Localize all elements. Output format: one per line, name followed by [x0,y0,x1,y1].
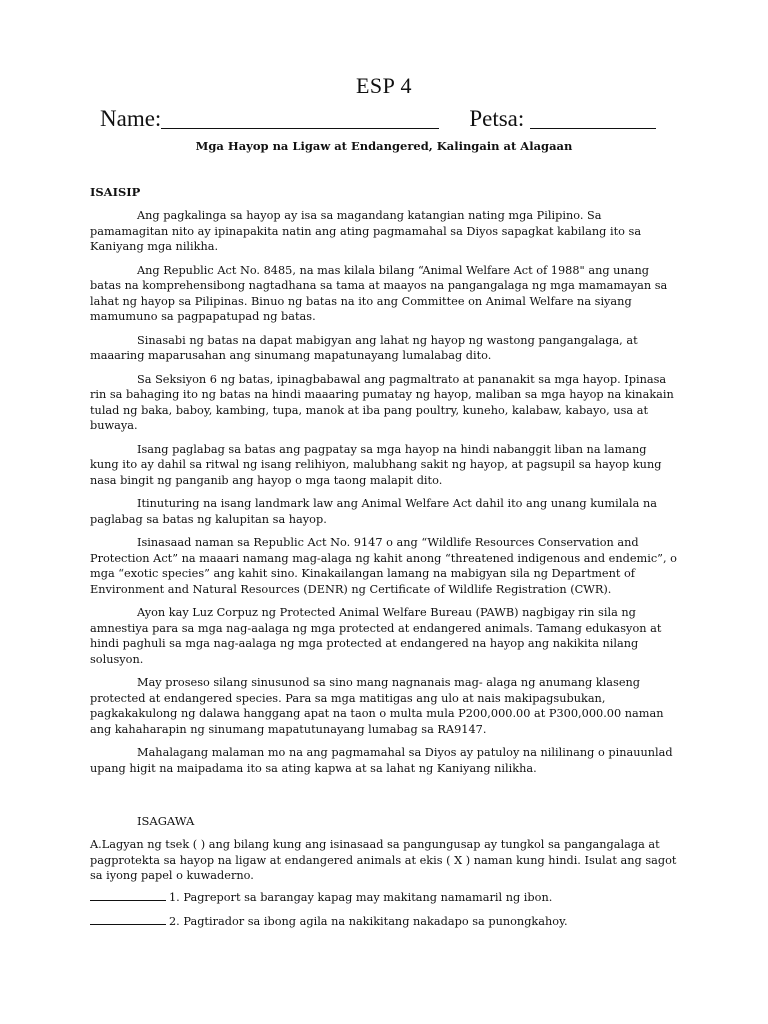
isaisip-paragraph: Isang paglabag sa batas ang pagpatay sa mga hayop na hindi nabanggit liban na lamang kung ito ay dahil sa ritwal ng isang relihiyon, malubhang sakit ng hayop, at pagsupil sa hayop kung nasa bingit ng panganib ang hayop o mga taong malapit dito. [90,442,662,487]
page-title: ESP 4 [355,73,413,98]
exercise-item-text: 1. Pagreport sa barangay kapag may makitang namamaril ng ibon. [169,891,553,904]
date-blank-line [530,106,656,129]
name-date-row [100,106,680,132]
isaisip-paragraph: Ang pagkalinga sa hayop ay isa sa magandang katangian nating mga Pilipino. Sa pamamagitan nito ay ipinapakita natin ang ating pagmamahal sa Diyos sapagkat kabilang ito sa Kaniyang mga nilikha. [90,209,642,253]
name-label: Name: [100,106,162,131]
isagawa-heading: ISAGAWA [137,814,195,828]
isagawa-instruction: A.Lagyan ng tsek ( ) ang bilang kung ang isinasaad sa pangungusap ay tungkol sa pangangalaga at pagprotekta sa hayop na ligaw at endangered animals at ekis ( X ) naman kung hindi. Isulat ang sagot sa iyong papel o kuwaderno. [90,838,677,882]
isagawa-instruction-block [90,837,678,884]
date-label: Petsa: [469,106,525,131]
isaisip-paragraph: Sa Seksiyon 6 ng batas, ipinagbabawal ang pagmaltrato at pananakit sa mga hayop. Ipinasa rin sa bahaging ito ng batas na hindi maaaring pumatay ng hayop, maliban sa mga hayop na kinakain tulad ng baka, baboy, kambing, tupa, manok at iba pang poultry, kuneho, kalabaw, kabayo, usa at buwaya. [90,372,674,432]
exercise-item [90,914,568,928]
worksheet-subtitle: Mga Hayop na Ligaw at Endangered, Kalingain at Alagaan [195,139,573,153]
isaisip-paragraph: Isinasaad naman sa Republic Act No. 9147 o ang “Wildlife Resources Conservation and Protection Act” na maaari namang mag-alaga ng kahit anong “threatened indigenous and endemic”, o mga “exotic species” ang kahit sino. Kinakailangan lamang na mabigyan sila ng Department of Environment and Natural Resources (DENR) ng Certificate of Wildlife Registration (CWR). [90,536,677,596]
isaisip-heading: ISAISIP [90,185,141,199]
isaisip-body [90,208,678,784]
answer-blank-line [90,890,166,901]
isaisip-paragraph: Ang Republic Act No. 8485, na mas kilala bilang “Animal Welfare Act of 1988" ang unang batas na komprehensibong nagtadhana sa tama at maayos na pangangalaga ng mga mamamayan sa lahat ng hayop sa Pilipinas. Binuo ng batas na ito ang Committee on Animal Welfare na siyang mamumuno sa pagpapatupad ng batas. [90,263,668,323]
answer-blank-line [90,914,166,925]
exercise-item [90,890,552,904]
exercise-item-text: 2. Pagtirador sa ibong agila na nakikitang nakadapo sa punongkahoy. [169,915,568,928]
isaisip-paragraph: Ayon kay Luz Corpuz ng Protected Animal Welfare Bureau (PAWB) nagbigay rin sila ng amnestiya para sa mga nag-aalaga ng mga protected at endangered animals. Tamang edukasyon at hindi paghuli sa mga nag-aalaga ng mga protected at endangered na hayop ang nakikita nilang solusyon. [90,606,662,666]
isaisip-paragraph: Mahalagang malaman mo na ang pagmamahal sa Diyos ay patuloy na nililinang o pinauunlad upang higit na maipadama ito sa ating kapwa at sa lahat ng Kaniyang nilikha. [90,746,673,775]
name-blank-line [161,106,439,129]
isaisip-paragraph: Itinuturing na isang landmark law ang Animal Welfare Act dahil ito ang unang kumilala na paglabag sa batas ng kalupitan sa hayop. [90,497,657,526]
isaisip-paragraph: May proseso silang sinusunod sa sino mang nagnanais mag- alaga ng anumang klaseng protected at endangered species. Para sa mga matitigas ang ulo at nais makipagsubukan, pagkakakulong ng dalawa hanggang apat na taon o multa mula P200,000.00 at P300,000.00 naman ang kahaharapin ng sinumang mapatutunayang lumabag sa RA9147. [90,676,664,736]
isaisip-paragraph: Sinasabi ng batas na dapat mabigyan ang lahat ng hayop ng wastong pangangalaga, at maaaring maparusahan ang sinumang mapatunayang lumalabag dito. [90,333,638,362]
